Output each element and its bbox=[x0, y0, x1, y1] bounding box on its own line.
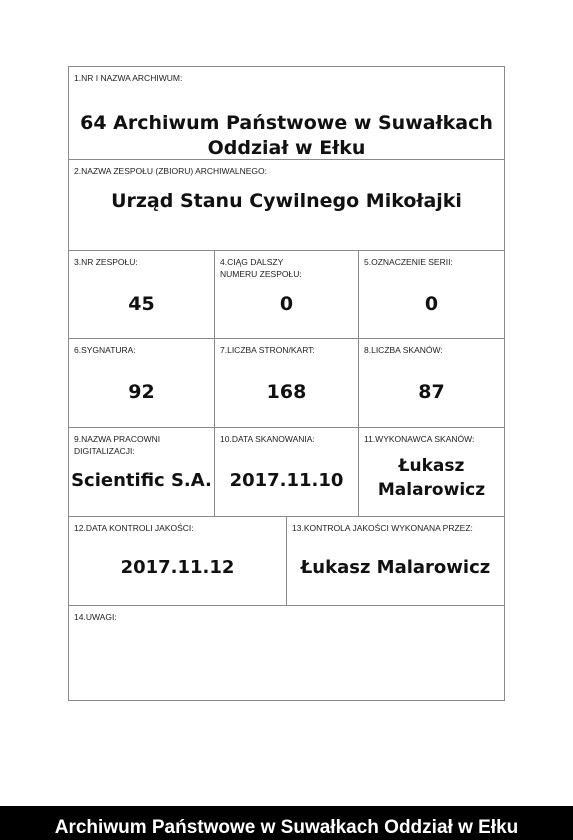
archive-name-line2: Oddział w Ełku bbox=[207, 137, 366, 159]
scan-date-cell bbox=[215, 428, 359, 517]
signature-value: 92 bbox=[128, 381, 155, 403]
scan-count-value: 87 bbox=[418, 381, 445, 403]
scan-count-label: 8.LICZBA SKANÓW: bbox=[364, 345, 443, 355]
archive-name-line1: 64 Archiwum Państwowe w Suwałkach bbox=[80, 112, 493, 134]
page-count-cell bbox=[215, 339, 359, 428]
fonds-continuation-value: 0 bbox=[279, 293, 294, 315]
fonds-number-value: 45 bbox=[128, 293, 155, 315]
qc-date-value: 2017.11.12 bbox=[120, 557, 235, 578]
signature-cell bbox=[69, 339, 215, 428]
scan-operator-line2: Malarowicz bbox=[377, 480, 486, 500]
scan-count-cell bbox=[359, 339, 504, 428]
page-count-label: 7.LICZBA STRON/KART: bbox=[220, 345, 315, 355]
footer-banner bbox=[0, 806, 573, 840]
series-designation-label: 5.OZNACZENIE SERII: bbox=[364, 257, 453, 267]
series-designation-cell bbox=[359, 251, 504, 339]
fonds-continuation-cell bbox=[215, 251, 359, 339]
metadata-form bbox=[68, 66, 505, 701]
fonds-number-cell bbox=[69, 251, 215, 339]
digitization-studio-cell bbox=[69, 428, 215, 517]
fonds-continuation-label: 4.CIĄG DALSZY NUMERU ZESPOŁU: bbox=[220, 257, 302, 279]
qc-operator-cell bbox=[287, 517, 504, 606]
fonds-name-label: 2.NAZWA ZESPOŁU (ZBIORU) ARCHIWALNEGO: bbox=[74, 166, 268, 176]
scan-operator-label: 11.WYKONAWCA SKANÓW: bbox=[364, 434, 475, 444]
fonds-name-value: Urząd Stanu Cywilnego Mikołajki bbox=[111, 190, 462, 212]
scan-date-value: 2017.11.10 bbox=[229, 470, 344, 491]
fonds-number-label: 3.NR ZESPOŁU: bbox=[74, 257, 138, 267]
fonds-name-cell bbox=[69, 160, 504, 251]
scan-operator-line1: Łukasz bbox=[398, 456, 465, 476]
archive-label: 1.NR I NAZWA ARCHIWUM: bbox=[74, 73, 183, 83]
qc-date-cell bbox=[69, 517, 287, 606]
series-designation-value: 0 bbox=[424, 293, 439, 315]
scan-date-label: 10.DATA SKANOWANIA: bbox=[220, 434, 315, 444]
remarks-label: 14.UWAGI: bbox=[74, 612, 117, 622]
scan-operator-cell bbox=[359, 428, 504, 517]
page-count-value: 168 bbox=[266, 381, 307, 403]
qc-date-label: 12.DATA KONTROLI JAKOŚCI: bbox=[74, 523, 194, 533]
signature-label: 6.SYGNATURA: bbox=[74, 345, 136, 355]
archive-cell bbox=[69, 67, 504, 160]
qc-operator-value: Łukasz Malarowicz bbox=[300, 557, 491, 578]
remarks-cell bbox=[69, 606, 504, 700]
qc-operator-label: 13.KONTROLA JAKOŚCI WYKONANA PRZEZ: bbox=[292, 523, 473, 533]
digitization-studio-value: Scientific S.A. bbox=[71, 470, 212, 491]
digitization-studio-label: 9.NAZWA PRACOWNI DIGITALIZACJI: bbox=[74, 434, 161, 456]
footer-text: Archiwum Państwowe w Suwałkach Oddział w Ełku bbox=[54, 817, 519, 838]
